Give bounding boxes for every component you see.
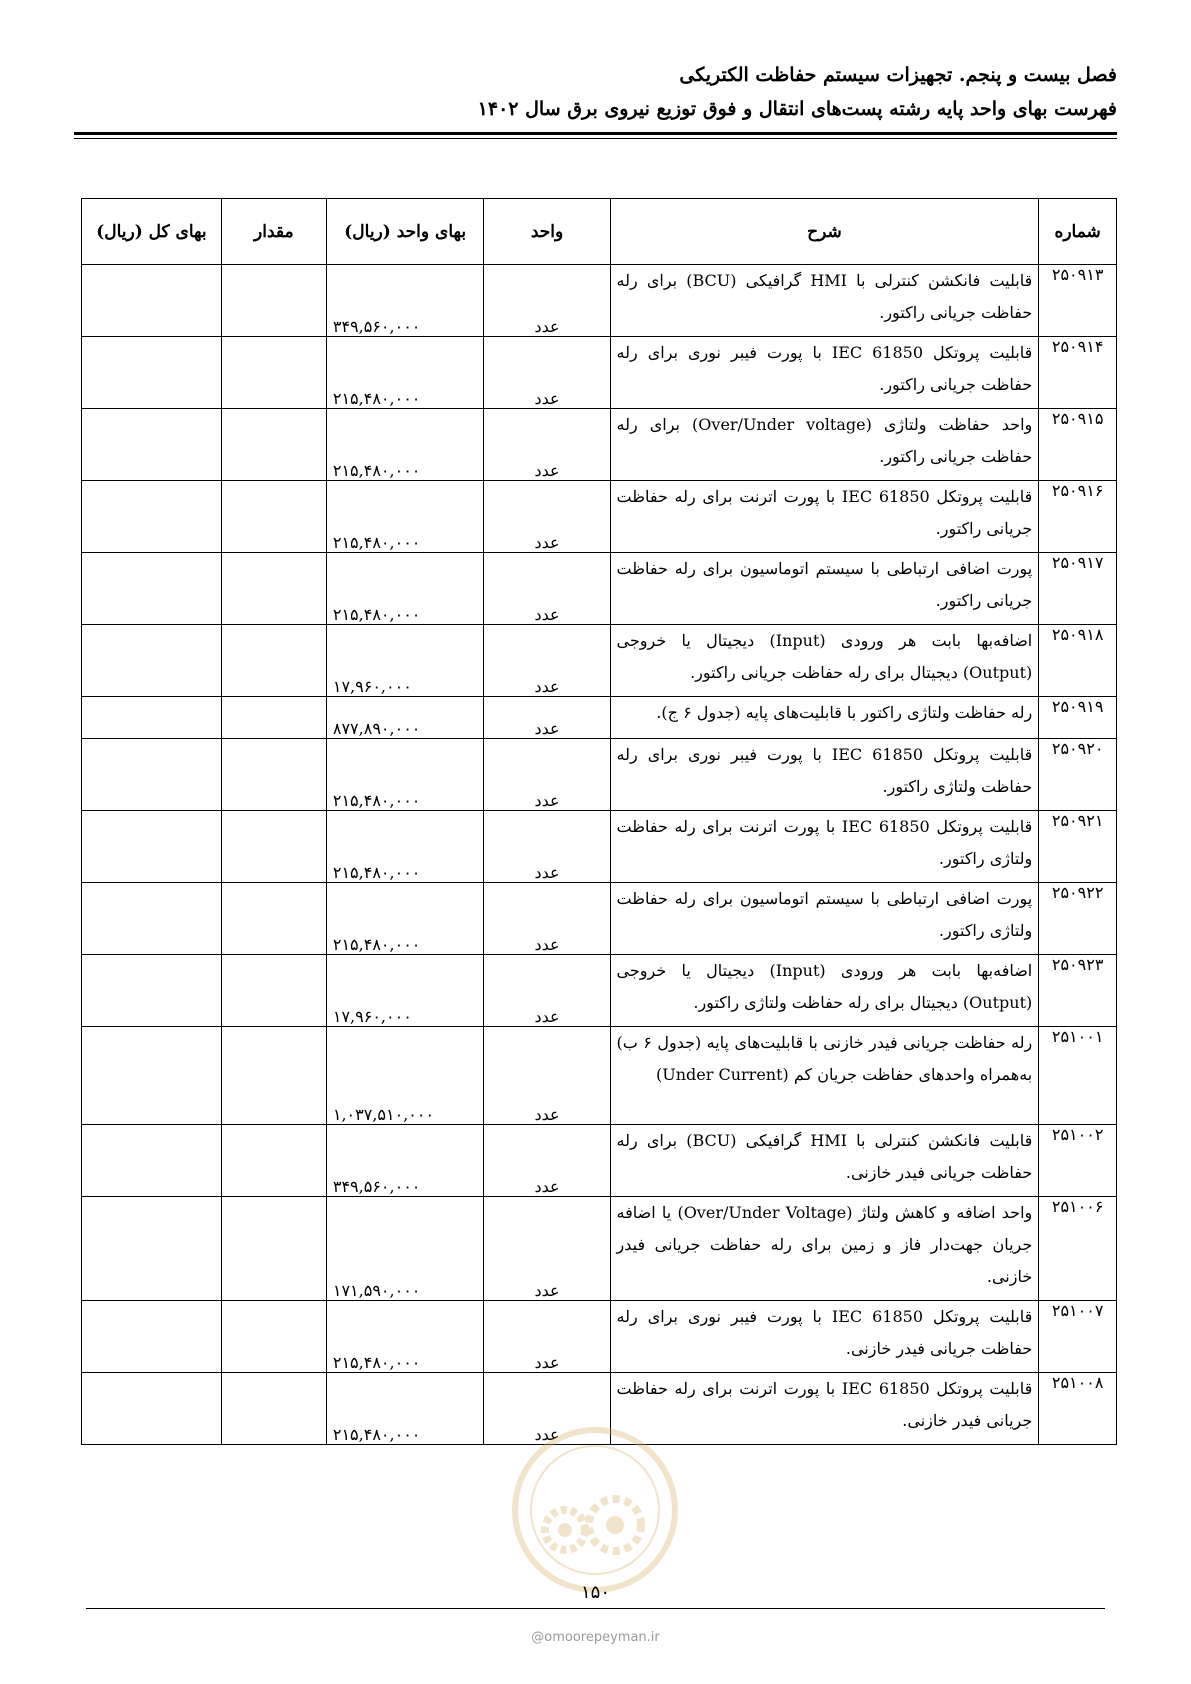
item-unit-price: ۲۱۵,۴۸۰,۰۰۰ (326, 739, 484, 811)
table-row (82, 625, 1117, 697)
item-unit: عدد (484, 1027, 610, 1125)
item-total-price (82, 1027, 222, 1125)
item-unit-price: ۱۷,۹۶۰,۰۰۰ (326, 625, 484, 697)
item-number: ۲۵۱۰۰۱ (1039, 1027, 1117, 1125)
item-number: ۲۵۰۹۲۰ (1039, 739, 1117, 811)
item-unit: عدد (484, 1301, 610, 1373)
item-unit: عدد (484, 739, 610, 811)
page-number: ۱۵۰ (580, 1582, 610, 1603)
item-quantity (221, 1373, 326, 1445)
item-description: قابلیت پروتکل IEC 61850 با پورت فیبر نوری برای رله حفاظت جریانی راکتور. (610, 337, 1039, 409)
item-number: ۲۵۱۰۰۸ (1039, 1373, 1117, 1445)
item-unit: عدد (484, 409, 610, 481)
item-total-price (82, 481, 222, 553)
col-header-unit-price: بهای واحد (ریال) (326, 199, 484, 265)
item-unit-price: ۲۱۵,۴۸۰,۰۰۰ (326, 1301, 484, 1373)
item-number: ۲۵۰۹۲۱ (1039, 811, 1117, 883)
item-unit-price: ۲۱۵,۴۸۰,۰۰۰ (326, 1373, 484, 1445)
item-description: واحد حفاظت ولتاژی (Over/Under voltage) برای رله حفاظت جریانی راکتور. (610, 409, 1039, 481)
table-row (82, 337, 1117, 409)
table-row (82, 883, 1117, 955)
item-unit: عدد (484, 811, 610, 883)
item-description: رله حفاظت ولتاژی راکتور با قابلیت‌های پایه (جدول ۶ ج). (610, 697, 1039, 739)
item-description: اضافه‌بها بابت هر ورودی (Input) دیجیتال یا خروجی (Output) دیجیتال برای رله حفاظت ولتاژی راکتور. (610, 955, 1039, 1027)
item-unit: عدد (484, 697, 610, 739)
item-description: رله حفاظت جریانی فیدر خازنی با قابلیت‌های پایه (جدول ۶ ب) به‌همراه واحدهای حفاظت جریان کم (Under Current) (610, 1027, 1039, 1125)
item-unit: عدد (484, 955, 610, 1027)
table-row (82, 553, 1117, 625)
item-number: ۲۵۱۰۰۷ (1039, 1301, 1117, 1373)
item-number: ۲۵۰۹۱۳ (1039, 265, 1117, 337)
table-row (82, 811, 1117, 883)
item-quantity (221, 553, 326, 625)
item-total-price (82, 1197, 222, 1301)
gear-seal-icon (505, 1420, 685, 1600)
item-quantity (221, 1125, 326, 1197)
item-total-price (82, 553, 222, 625)
item-total-price (82, 697, 222, 739)
item-description: قابلیت پروتکل IEC 61850 با پورت فیبر نوری برای رله حفاظت ولتاژی راکتور. (610, 739, 1039, 811)
item-description: پورت اضافی ارتباطی با سیستم اتوماسیون برای رله حفاظت ولتاژی راکتور. (610, 883, 1039, 955)
item-quantity (221, 697, 326, 739)
item-unit-price: ۱,۰۳۷,۵۱۰,۰۰۰ (326, 1027, 484, 1125)
chapter-title: فصل بیست و پنجم. تجهیزات سیستم حفاظت الکتریکی (679, 64, 1117, 86)
item-unit-price: ۲۱۵,۴۸۰,۰۰۰ (326, 337, 484, 409)
table-row (82, 1301, 1117, 1373)
item-quantity (221, 955, 326, 1027)
col-header-quantity: مقدار (221, 199, 326, 265)
item-quantity (221, 337, 326, 409)
item-unit-price: ۲۱۵,۴۸۰,۰۰۰ (326, 811, 484, 883)
item-unit-price: ۱۷۱,۵۹۰,۰۰۰ (326, 1197, 484, 1301)
item-number: ۲۵۰۹۱۷ (1039, 553, 1117, 625)
item-quantity (221, 1027, 326, 1125)
item-unit-price: ۳۴۹,۵۶۰,۰۰۰ (326, 265, 484, 337)
item-quantity (221, 265, 326, 337)
item-quantity (221, 883, 326, 955)
page-header (74, 58, 1117, 126)
item-quantity (221, 811, 326, 883)
item-number: ۲۵۰۹۲۳ (1039, 955, 1117, 1027)
footer-rule (86, 1608, 1105, 1609)
item-unit: عدد (484, 553, 610, 625)
website-label: @omoorepeyman.ir (531, 1630, 660, 1645)
item-description: قابلیت پروتکل IEC 61850 با پورت اترنت برای رله حفاظت جریانی فیدر خازنی. (610, 1373, 1039, 1445)
col-header-unit: واحد (484, 199, 610, 265)
item-quantity (221, 1301, 326, 1373)
item-total-price (82, 811, 222, 883)
item-total-price (82, 409, 222, 481)
item-total-price (82, 265, 222, 337)
col-header-description: شرح (610, 199, 1039, 265)
item-description: پورت اضافی ارتباطی با سیستم اتوماسیون برای رله حفاظت جریانی راکتور. (610, 553, 1039, 625)
item-number: ۲۵۰۹۱۶ (1039, 481, 1117, 553)
item-total-price (82, 1373, 222, 1445)
item-total-price (82, 1125, 222, 1197)
document-subtitle: فهرست بهای واحد پایه رشته پست‌های انتقال و فوق توزیع نیروی برق سال ۱۴۰۲ (477, 98, 1117, 120)
item-unit-price: ۳۴۹,۵۶۰,۰۰۰ (326, 1125, 484, 1197)
item-unit: عدد (484, 1197, 610, 1301)
item-number: ۲۵۰۹۱۴ (1039, 337, 1117, 409)
item-total-price (82, 883, 222, 955)
table-row (82, 955, 1117, 1027)
table-row (82, 697, 1117, 739)
item-number: ۲۵۰۹۱۹ (1039, 697, 1117, 739)
table-row (82, 739, 1117, 811)
item-number: ۲۵۱۰۰۶ (1039, 1197, 1117, 1301)
item-number: ۲۵۱۰۰۲ (1039, 1125, 1117, 1197)
item-unit: عدد (484, 481, 610, 553)
item-unit-price: ۱۷,۹۶۰,۰۰۰ (326, 955, 484, 1027)
item-unit-price: ۲۱۵,۴۸۰,۰۰۰ (326, 883, 484, 955)
item-total-price (82, 625, 222, 697)
item-number: ۲۵۰۹۱۵ (1039, 409, 1117, 481)
item-quantity (221, 481, 326, 553)
table-row (82, 1027, 1117, 1125)
item-description: قابلیت فانکشن کنترلی با HMI گرافیکی (BCU) برای رله حفاظت جریانی فیدر خازنی. (610, 1125, 1039, 1197)
table-header-row (82, 199, 1117, 265)
table-row (82, 1197, 1117, 1301)
item-total-price (82, 337, 222, 409)
item-unit: عدد (484, 625, 610, 697)
item-unit-price: ۲۱۵,۴۸۰,۰۰۰ (326, 481, 484, 553)
item-unit: عدد (484, 265, 610, 337)
item-quantity (221, 739, 326, 811)
item-unit: عدد (484, 1373, 610, 1445)
item-description: قابلیت پروتکل IEC 61850 با پورت فیبر نوری برای رله حفاظت جریانی فیدر خازنی. (610, 1301, 1039, 1373)
item-description: اضافه‌بها بابت هر ورودی (Input) دیجیتال یا خروجی (Output) دیجیتال برای رله حفاظت جریانی راکتور. (610, 625, 1039, 697)
header-rule-thick (74, 132, 1117, 135)
item-unit-price: ۸۷۷,۸۹۰,۰۰۰ (326, 697, 484, 739)
item-number: ۲۵۰۹۱۸ (1039, 625, 1117, 697)
item-description: قابلیت فانکشن کنترلی با HMI گرافیکی (BCU) برای رله حفاظت جریانی راکتور. (610, 265, 1039, 337)
item-total-price (82, 739, 222, 811)
item-quantity (221, 409, 326, 481)
item-unit-price: ۲۱۵,۴۸۰,۰۰۰ (326, 553, 484, 625)
table-row (82, 481, 1117, 553)
item-unit: عدد (484, 1125, 610, 1197)
table-row (82, 265, 1117, 337)
col-header-total-price: بهای کل (ریال) (82, 199, 222, 265)
price-table (81, 198, 1117, 1445)
item-description: قابلیت پروتکل IEC 61850 با پورت اترنت برای رله حفاظت جریانی راکتور. (610, 481, 1039, 553)
header-rule-thin (74, 138, 1117, 139)
item-unit: عدد (484, 337, 610, 409)
table-row (82, 409, 1117, 481)
item-unit-price: ۲۱۵,۴۸۰,۰۰۰ (326, 409, 484, 481)
item-quantity (221, 625, 326, 697)
item-description: واحد اضافه و کاهش ولتاژ (Over/Under Voltage) یا اضافه جریان جهت‌دار فاز و زمین برای رله حفاظت جریانی فیدر خازنی. (610, 1197, 1039, 1301)
table-row (82, 1125, 1117, 1197)
col-header-number: شماره (1039, 199, 1117, 265)
item-description: قابلیت پروتکل IEC 61850 با پورت اترنت برای رله حفاظت ولتاژی راکتور. (610, 811, 1039, 883)
item-quantity (221, 1197, 326, 1301)
item-number: ۲۵۰۹۲۲ (1039, 883, 1117, 955)
item-unit: عدد (484, 883, 610, 955)
item-total-price (82, 1301, 222, 1373)
item-total-price (82, 955, 222, 1027)
